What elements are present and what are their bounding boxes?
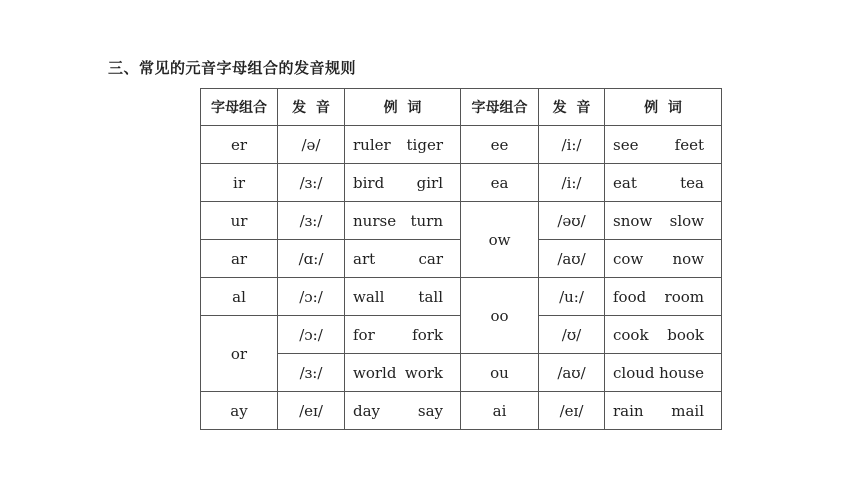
combo-cell: ir [201,164,278,202]
example-word: wall [353,287,385,306]
examples-cell [345,202,461,240]
combo-cell: ai [461,392,539,430]
example-word: feet [674,135,704,154]
header-combo-right: 字母组合 [461,89,539,126]
table-row [201,278,722,316]
table-header-row [201,89,722,126]
example-word: cow [613,249,644,268]
example-word: cook [613,325,649,344]
example-word: fork [412,325,443,344]
example-word: art [353,249,376,268]
table-row [201,202,722,240]
examples-cell [605,164,722,202]
example-word: cloud [613,363,655,382]
examples-cell [345,164,461,202]
combo-cell: ea [461,164,539,202]
examples-cell [605,392,722,430]
ipa-cell: /aʊ/ [539,354,605,392]
combo-cell: er [201,126,278,164]
example-word: tea [680,173,704,192]
ipa-cell: /ɜ:/ [278,354,345,392]
combo-cell: ow [461,202,539,278]
ipa-cell: /eɪ/ [278,392,345,430]
example-word: room [664,287,704,306]
ipa-cell: /ɑ:/ [278,240,345,278]
examples-cell [345,240,461,278]
example-word: for [353,325,375,344]
examples-cell [345,354,461,392]
example-word: nurse [353,211,397,230]
example-word: book [667,325,704,344]
example-word: world [353,363,397,382]
combo-cell: oo [461,278,539,354]
header-sound-left: 发 音 [278,89,345,126]
example-word: food [613,287,647,306]
examples-cell [605,354,722,392]
example-word: car [418,249,443,268]
ipa-cell: /əʊ/ [539,202,605,240]
table-row [201,126,722,164]
examples-cell [605,278,722,316]
combo-cell: ur [201,202,278,240]
combo-cell: ou [461,354,539,392]
example-word: tiger [406,135,443,154]
example-word: see [613,135,639,154]
examples-cell [605,202,722,240]
ipa-cell: /i:/ [539,126,605,164]
ipa-cell: /i:/ [539,164,605,202]
header-sound-right: 发 音 [539,89,605,126]
examples-cell [605,316,722,354]
example-word: mail [671,401,704,420]
combo-cell: al [201,278,278,316]
example-word: snow [613,211,653,230]
example-word: house [659,363,704,382]
examples-cell [605,240,722,278]
header-examples-left: 例 词 [345,89,461,126]
table-row [201,354,722,392]
ipa-cell: /ʊ/ [539,316,605,354]
example-word: rain [613,401,644,420]
combo-cell: ee [461,126,539,164]
header-examples-right: 例 词 [605,89,722,126]
ipa-cell: /ɜ:/ [278,164,345,202]
example-word: work [404,363,443,382]
example-word: say [417,401,443,420]
header-combo-left: 字母组合 [201,89,278,126]
ipa-cell: /eɪ/ [539,392,605,430]
examples-cell [345,278,461,316]
ipa-cell: /ə/ [278,126,345,164]
examples-cell [345,316,461,354]
example-word: girl [416,173,443,192]
ipa-cell: /ɜ:/ [278,202,345,240]
example-word: slow [669,211,704,230]
example-word: bird [353,173,385,192]
example-word: ruler [353,135,391,154]
example-word: tall [418,287,443,306]
example-word: day [353,401,381,420]
examples-cell [345,126,461,164]
ipa-cell: /aʊ/ [539,240,605,278]
combo-cell: ay [201,392,278,430]
ipa-cell: /ɔ:/ [278,278,345,316]
combo-cell: ar [201,240,278,278]
ipa-cell: /u:/ [539,278,605,316]
example-word: turn [410,211,443,230]
page-title: 三、常见的元音字母组合的发音规则 [108,59,357,77]
example-word: now [672,249,704,268]
combo-cell: or [201,316,278,392]
table-row [201,164,722,202]
examples-cell [605,126,722,164]
example-word: eat [613,173,637,192]
examples-cell [345,392,461,430]
table-row [201,392,722,430]
vowel-combination-table [200,88,722,430]
ipa-cell: /ɔ:/ [278,316,345,354]
